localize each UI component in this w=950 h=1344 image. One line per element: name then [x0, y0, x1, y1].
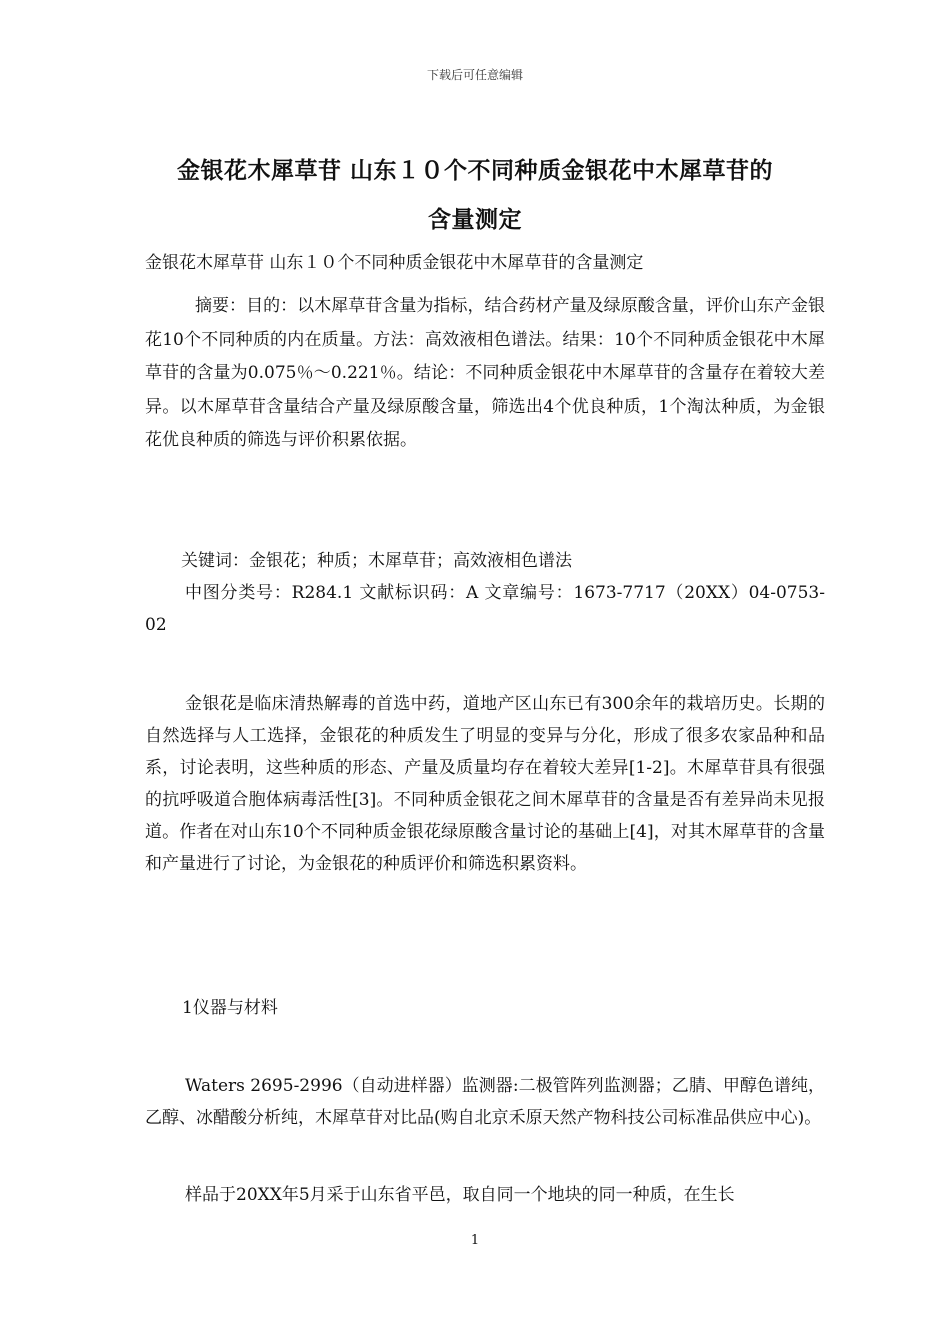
- document-subtitle: 金银花木犀草苷 山东１０个不同种质金银花中木犀草苷的含量测定: [145, 253, 644, 273]
- introduction-paragraph: 金银花是临床清热解毒的首选中药，道地产区山东已有300余年的栽培历史。长期的自然选择与人工选择，金银花的种质发生了明显的变异与分化，形成了很多农家品种和品系，讨论表明，这些种质的形态、产量及质量均存在着较大差异[1-2]。木犀草苷具有很强的抗呼吸道合胞体病毒活性[3]。不同种质金银花之间木犀草苷的含量是否有差异尚未见报道。作者在对山东10个不同种质金银花绿原酸含量讨论的基础上[4]，对其木犀草苷的含量和产量进行了讨论，为金银花的种质评价和筛选积累资料。: [145, 694, 825, 874]
- page-number: 1: [470, 1233, 480, 1248]
- document-title-line-2: 含量测定: [428, 207, 522, 233]
- keywords-line: 关键词：金银花；种质；木犀草苷；高效液相色谱法: [181, 551, 572, 571]
- instruments-paragraph: Waters 2695-2996（自动进样器）监测器:二极管阵列监测器；乙腈、甲醇色谱纯，乙醇、冰醋酸分析纯，木犀草苷对比品(购自北京禾原天然产物科技公司标准品供应中心)。: [145, 1076, 825, 1128]
- samples-paragraph: 样品于20XX年5月采于山东省平邑，取自同一个地块的同一种质，在生长: [185, 1185, 735, 1205]
- abstract-paragraph: 摘要：目的：以木犀草苷含量为指标，结合药材产量及绿原酸含量，评价山东产金银花10个不同种质的内在质量。方法：高效液相色谱法。结果：10个不同种质金银花中木犀草苷的含量为0.075％～0.221％。结论：不同种质金银花中木犀草苷的含量存在着较大差异。以木犀草苷含量结合产量及绿原酸含量，筛选出4个优良种质，1个淘汰种质，为金银花优良种质的筛选与评价积累依据。: [145, 296, 825, 450]
- classification-line: 中图分类号：R284.1 文献标识码：A 文章编号：1673-7717（20XX）04-0753-02: [145, 583, 825, 635]
- document-title-line-1: 金银花木犀草苷 山东１０个不同种质金银花中木犀草苷的: [176, 158, 773, 184]
- section-heading: 1仪器与材料: [182, 998, 278, 1018]
- page-header-note: 下载后可任意编辑: [426, 68, 523, 82]
